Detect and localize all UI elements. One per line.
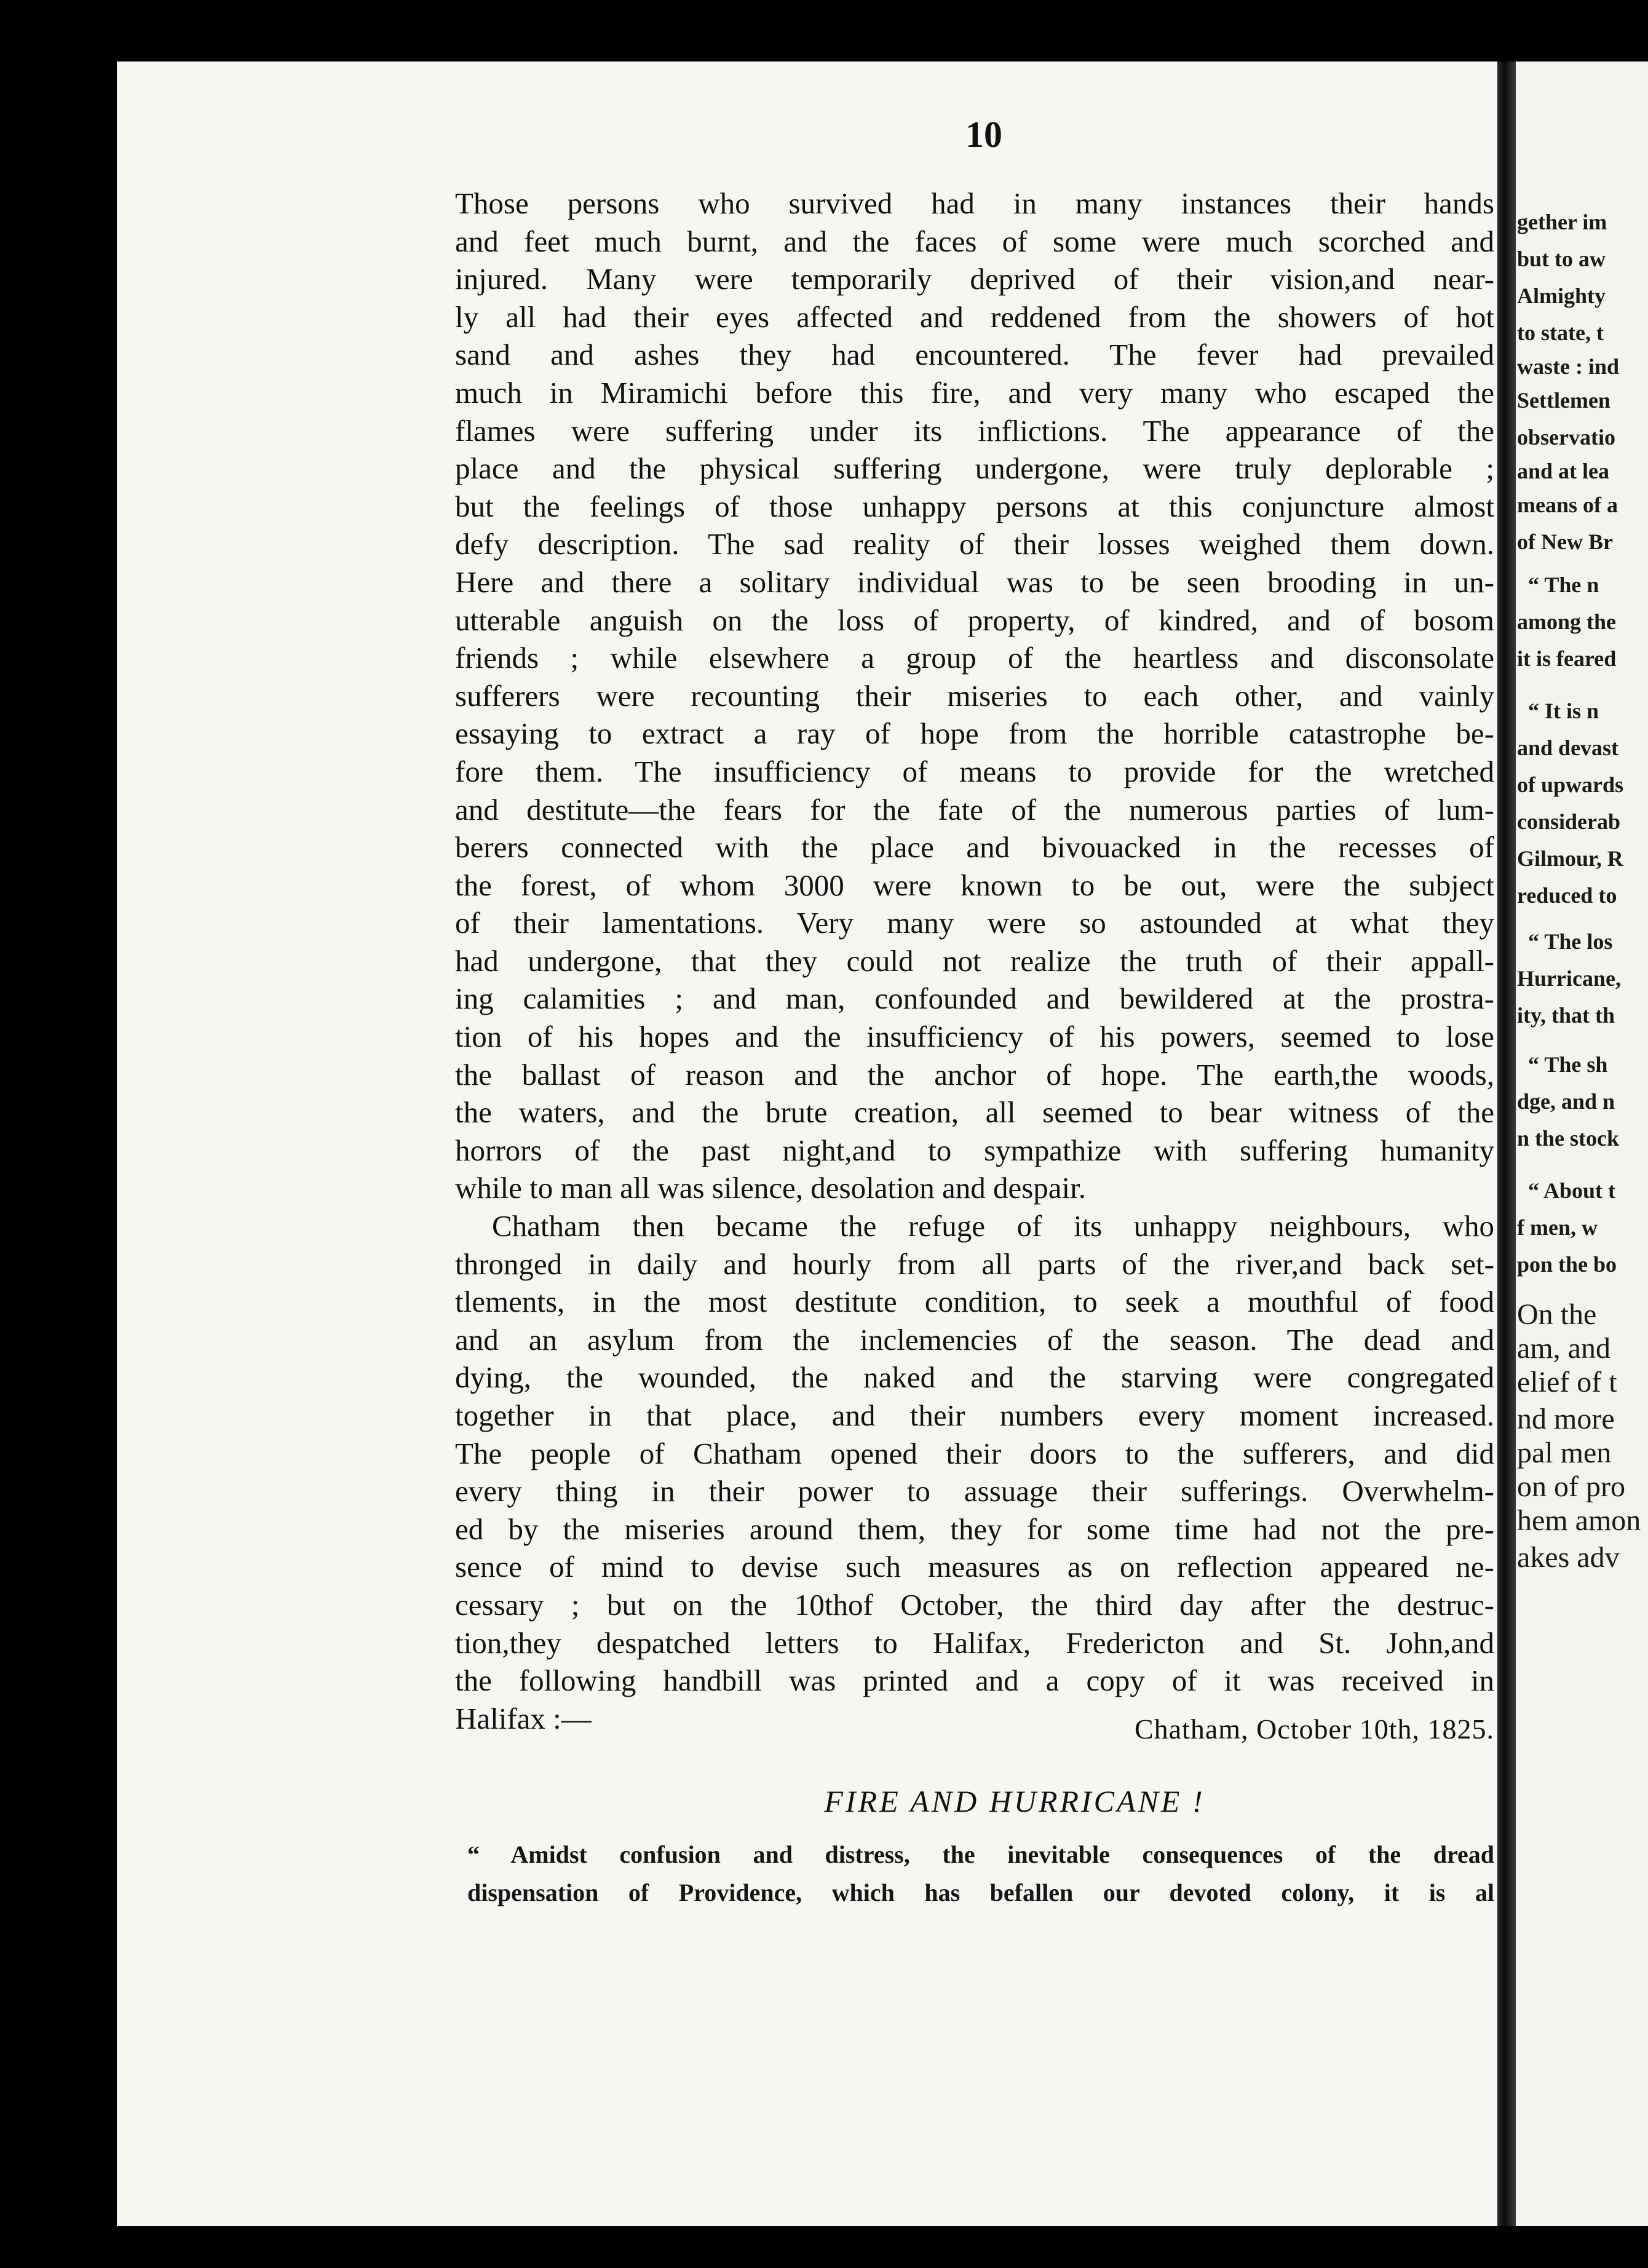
adjacent-page-fragment: and devast bbox=[1517, 736, 1619, 760]
adjacent-page-fragment: “ The sh bbox=[1528, 1052, 1608, 1077]
adjacent-page-fragment: elief of t bbox=[1517, 1366, 1617, 1398]
text-line: friends ; while elsewhere a group of the heartless and disconsolate bbox=[455, 641, 1494, 675]
adjacent-page-fragment: of New Br bbox=[1517, 529, 1613, 554]
text-line: ed by the miseries around them, they for some time had not the pre- bbox=[455, 1512, 1494, 1546]
text-line: Halifax :— bbox=[455, 1701, 592, 1735]
text-line: and an asylum from the inclemencies of the season. The dead and bbox=[455, 1322, 1494, 1357]
text-line: every thing in their power to assuage their sufferings. Overwhelm- bbox=[455, 1474, 1494, 1509]
text-line: while to man all was silence, desolation and despair. bbox=[455, 1171, 1087, 1205]
text-line: essaying to extract a ray of hope from the horrible catastrophe be- bbox=[455, 716, 1494, 751]
adjacent-page-fragment: hem amon bbox=[1517, 1504, 1641, 1537]
text-line: sence of mind to devise such measures as on reflection appeared ne- bbox=[455, 1550, 1494, 1584]
adjacent-page-fragment: on of pro bbox=[1517, 1470, 1625, 1503]
adjacent-page-fragment: Settlemen bbox=[1517, 388, 1610, 413]
text-line: sufferers were recounting their miseries to each other, and vainly bbox=[455, 678, 1494, 713]
text-line: Chatham then became the refuge of its unhappy neighbours, who bbox=[492, 1209, 1494, 1243]
adjacent-page-fragment: Hurricane, bbox=[1517, 966, 1621, 991]
text-line: ly all had their eyes affected and reddened from the showers of hot bbox=[455, 299, 1494, 334]
scan-border-top bbox=[0, 0, 1648, 61]
handbill-text bbox=[467, 1836, 1494, 1912]
handbill-dateline: Chatham, October 10th, 1825. bbox=[1134, 1713, 1494, 1745]
text-line: the waters, and the brute creation, all seemed to bear witness of the bbox=[455, 1095, 1494, 1130]
text-line: injured. Many were temporarily deprived of their vision,and near- bbox=[455, 262, 1494, 296]
text-line: and destitute—the fears for the fate of the numerous parties of lum- bbox=[455, 792, 1494, 827]
adjacent-page-fragment: it is feared bbox=[1517, 646, 1617, 671]
adjacent-page-fragment: f men, w bbox=[1517, 1215, 1598, 1240]
adjacent-page-fragment: among the bbox=[1517, 609, 1616, 634]
adjacent-page-fragment: gether im bbox=[1517, 210, 1607, 234]
handbill-title: FIRE AND HURRICANE ! bbox=[824, 1784, 1205, 1818]
body-text bbox=[455, 184, 1494, 1737]
text-line: Here and there a solitary individual was to be seen brooding in un- bbox=[455, 565, 1494, 599]
book-gutter bbox=[1497, 61, 1516, 2226]
page-number: 10 bbox=[965, 114, 1002, 155]
adjacent-page-fragment: and at lea bbox=[1517, 459, 1610, 483]
adjacent-page-fragment: considerab bbox=[1517, 809, 1621, 834]
text-line: thronged in daily and hourly from all parts of the river,and back set- bbox=[455, 1247, 1494, 1281]
text-line: the ballast of reason and the anchor of hope. The earth,the woods, bbox=[455, 1057, 1494, 1092]
adjacent-page-fragment: dge, and n bbox=[1517, 1089, 1615, 1114]
adjacent-page-fragment: Almighty bbox=[1517, 284, 1606, 308]
adjacent-page-fragment: pal men bbox=[1517, 1437, 1612, 1469]
text-line: the following handbill was printed and a copy of it was received in bbox=[455, 1663, 1494, 1698]
adjacent-page-fragment: On the bbox=[1517, 1298, 1597, 1331]
adjacent-page-fragment: ity, that th bbox=[1517, 1003, 1615, 1028]
text-line: tion of his hopes and the insufficiency of his powers, seemed to lose bbox=[455, 1020, 1494, 1054]
text-line: berers connected with the place and bivouacked in the recesses of bbox=[455, 830, 1494, 865]
text-line: flames were suffering under its inflictions. The appearance of the bbox=[455, 413, 1494, 448]
handbill-line: dispensation of Providence, which has befallen our devoted colony, it is al bbox=[467, 1879, 1494, 1906]
adjacent-page-fragment: am, and bbox=[1517, 1332, 1610, 1365]
text-line: sand and ashes they had encountered. The fever had prevailed bbox=[455, 338, 1494, 372]
adjacent-page-fragment: of upwards bbox=[1517, 772, 1624, 797]
text-line: tlements, in the most destitute condition, to seek a mouthful of food bbox=[455, 1285, 1494, 1319]
text-line: Those persons who survived had in many instances their hands bbox=[455, 186, 1494, 220]
scan-border-bottom bbox=[0, 2226, 1648, 2268]
text-line: defy description. The sad reality of their losses weighed them down. bbox=[455, 527, 1494, 561]
text-line: together in that place, and their numbers every moment increased. bbox=[455, 1398, 1494, 1432]
text-line: had undergone, that they could not realize the truth of their appall- bbox=[455, 943, 1494, 978]
handbill-line: “ Amidst confusion and distress, the inevitable consequences of the dread bbox=[467, 1841, 1494, 1868]
adjacent-page bbox=[1516, 61, 1648, 2226]
adjacent-page-fragment: n the stock bbox=[1517, 1126, 1620, 1151]
adjacent-page-fragment: reduced to bbox=[1517, 883, 1617, 908]
adjacent-page-fragment: nd more bbox=[1517, 1403, 1615, 1435]
adjacent-page-fragment: means of a bbox=[1517, 493, 1618, 517]
text-line: the forest, of whom 3000 were known to be out, were the subject bbox=[455, 868, 1494, 902]
adjacent-page-fragment: “ It is n bbox=[1528, 699, 1599, 723]
text-line: fore them. The insufficiency of means to provide for the wretched bbox=[455, 754, 1494, 788]
adjacent-page-fragment: but to aw bbox=[1517, 247, 1606, 271]
adjacent-page-fragment: Gilmour, R bbox=[1517, 846, 1623, 871]
text-line: but the feelings of those unhappy persons at this conjuncture almost bbox=[455, 489, 1494, 523]
scan-border-left bbox=[0, 0, 117, 2268]
text-line: of their lamentations. Very many were so astounded at what they bbox=[455, 906, 1494, 940]
adjacent-page-fragment: “ The los bbox=[1528, 929, 1613, 954]
text-line: place and the physical suffering undergone, were truly deplorable ; bbox=[455, 451, 1494, 486]
text-line: ing calamities ; and man, confounded and bewildered at the prostra- bbox=[455, 981, 1494, 1016]
adjacent-page-fragment: “ About t bbox=[1528, 1178, 1616, 1203]
adjacent-page-fragment: waste : ind bbox=[1517, 354, 1620, 379]
adjacent-page-fragment: akes adv bbox=[1517, 1541, 1620, 1574]
text-line: much in Miramichi before this fire, and very many who escaped the bbox=[455, 375, 1494, 410]
text-line: cessary ; but on the 10thof October, the third day after the destruc- bbox=[455, 1587, 1494, 1622]
adjacent-page-fragment: “ The n bbox=[1528, 573, 1599, 597]
adjacent-page-fragment: pon the bo bbox=[1517, 1252, 1617, 1277]
text-line: horrors of the past night,and to sympathize with suffering humanity bbox=[455, 1133, 1494, 1167]
text-line: utterable anguish on the loss of property, of kindred, and of bosom bbox=[455, 603, 1494, 637]
adjacent-page-fragment: to state, t bbox=[1517, 320, 1604, 345]
adjacent-page-fragment: observatio bbox=[1517, 425, 1615, 450]
text-line: and feet much burnt, and the faces of some were much scorched and bbox=[455, 224, 1494, 258]
text-line: dying, the wounded, the naked and the starving were congregated bbox=[455, 1360, 1494, 1395]
text-line: tion,they despatched letters to Halifax, Fredericton and St. John,and bbox=[455, 1625, 1494, 1660]
text-line: The people of Chatham opened their doors to the sufferers, and did bbox=[455, 1436, 1494, 1470]
